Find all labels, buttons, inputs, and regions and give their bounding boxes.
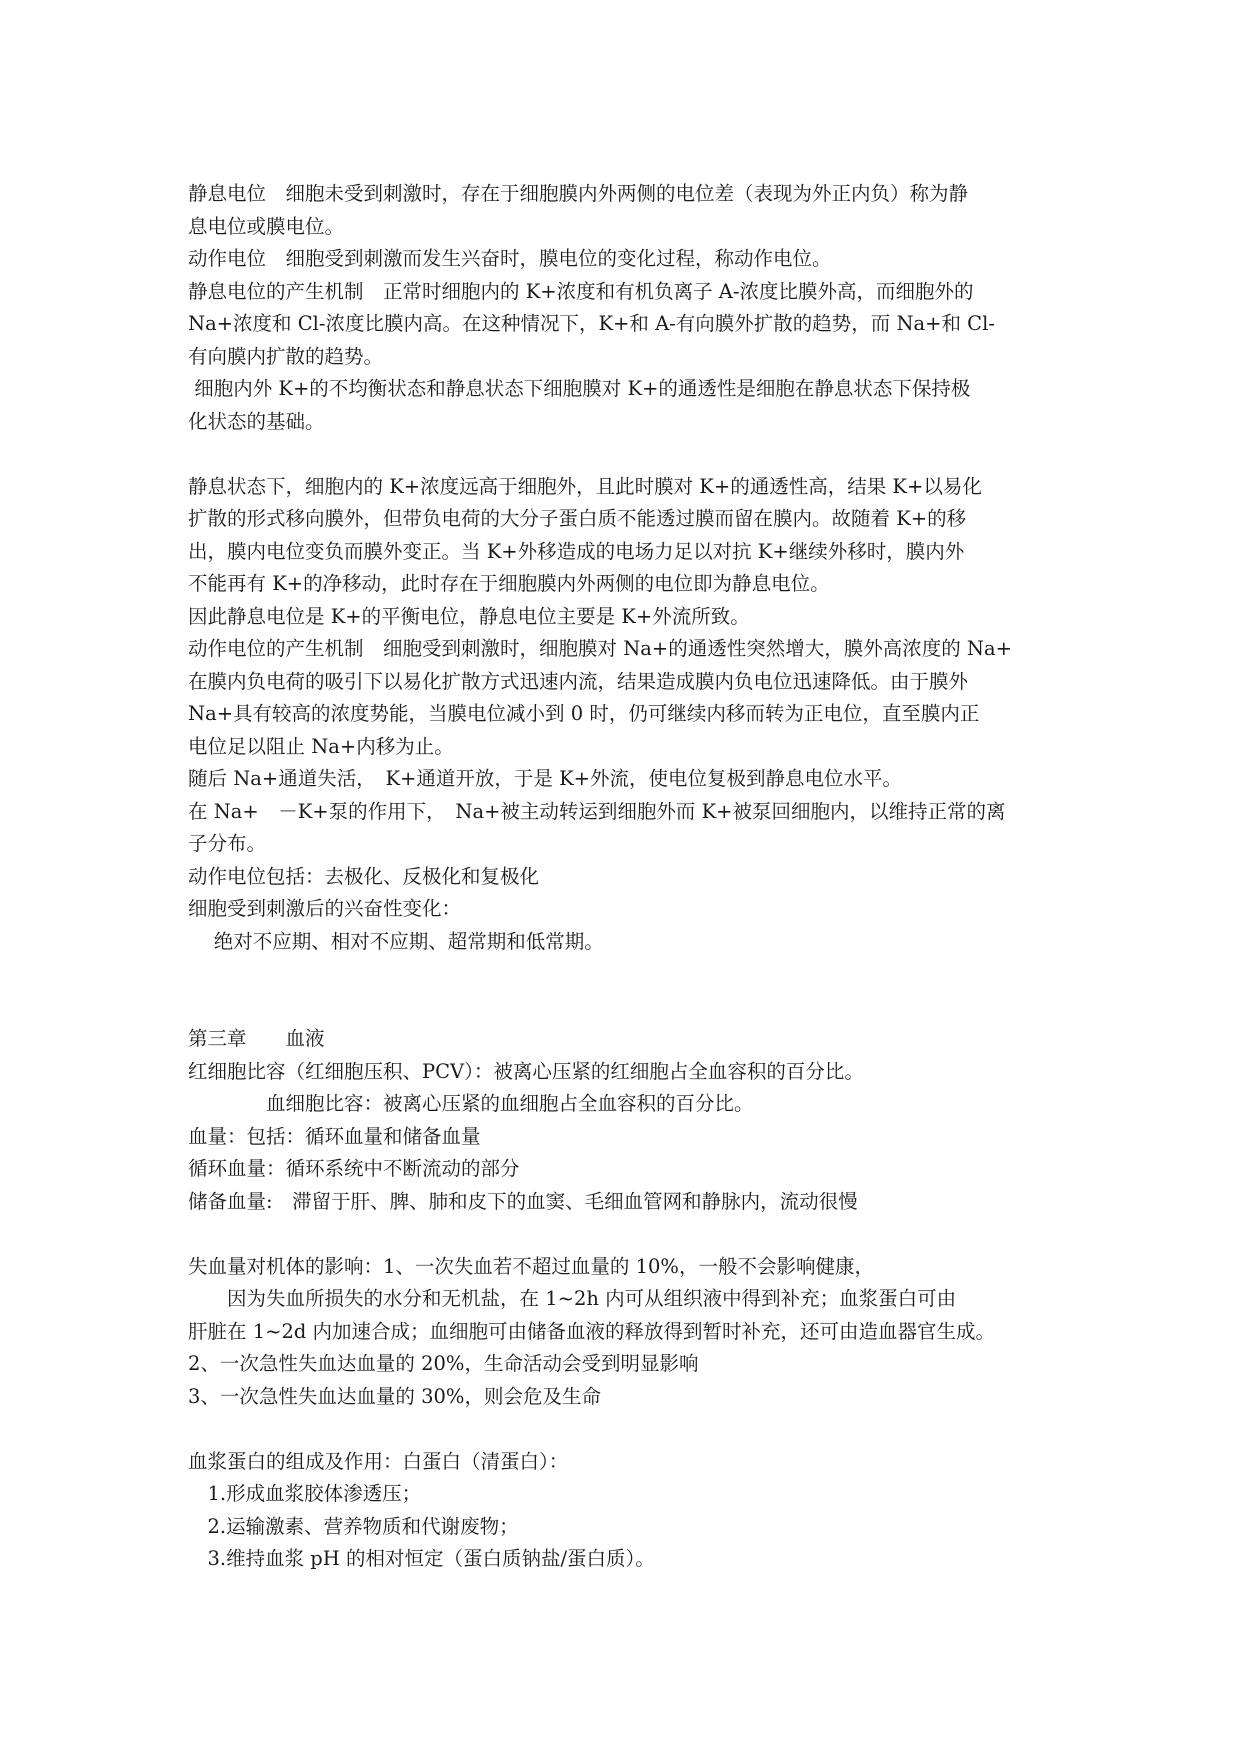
text-line: Na+浓度和 Cl-浓度比膜内高。在这种情况下，K+和 A-有向膜外扩散的趋势，而 Na+和 Cl- <box>188 312 995 335</box>
text-line: 子分布。 <box>188 832 267 855</box>
blank-line <box>188 438 1068 471</box>
text-line: 血浆蛋白的组成及作用：白蛋白（清蛋白）： <box>188 1449 569 1473</box>
text-line: 红细胞比容（红细胞压积、PCV）：被离心压紧的红细胞占全血容积的百分比。 <box>188 1059 864 1083</box>
blank-line <box>188 1413 1068 1446</box>
text-line: 因此静息电位是 K+的平衡电位，静息电位主要是 K+外流所致。 <box>188 604 750 628</box>
text-line: 肝脏在 1~2d 内加速合成；血细胞可由储备血液的释放得到暂时补充，还可由造血器官生成。 <box>188 1319 996 1343</box>
list-item: 2.运输激素、营养物质和代谢废物； <box>188 1514 519 1538</box>
text-line: 随后 Na+通道失活， K+通道开放，于是 K+外流，使电位复极到静息电位水平。 <box>188 767 902 790</box>
text-line: 动作电位的产生机制 细胞受到刺激时，细胞膜对 Na+的通透性突然增大，膜外高浓度的 Na+ <box>188 637 1012 660</box>
text-line: 循环血量：循环系统中不断流动的部分 <box>188 1157 520 1180</box>
text-line: 绝对不应期、相对不应期、超常期和低常期。 <box>188 929 604 953</box>
text-line: 在 Na+ －K+泵的作用下， Na+被主动转运到细胞外而 K+被泵回细胞内，以维持正常的离 <box>188 799 1006 823</box>
text-line: 电位足以阻止 Na+内移为止。 <box>188 734 454 758</box>
list-item: 3.维持血浆 pH 的相对恒定（蛋白质钠盐/蛋白质）。 <box>188 1547 655 1570</box>
text-line: 化状态的基础。 <box>188 409 325 433</box>
text-line: 静息状态下，细胞内的 K+浓度远高于细胞外，且此时膜对 K+的通透性高，结果 K+以易化 <box>188 474 982 498</box>
text-line: 细胞内外 K+的不均衡状态和静息状态下细胞膜对 K+的通透性是细胞在静息状态下保持极 <box>188 377 971 400</box>
text-line: 血细胞比容：被离心压紧的血细胞占全血容积的百分比。 <box>188 1092 754 1115</box>
blank-line <box>188 991 1068 1024</box>
text-line: 血量：包括：循环血量和储备血量 <box>188 1124 481 1148</box>
text-line: 2、一次急性失血达血量的 20%，生命活动会受到明显影响 <box>188 1352 699 1375</box>
blank-line <box>188 958 1068 991</box>
text-line: Na+具有较高的浓度势能，当膜电位减小到 0 时，仍可继续内移而转为正电位，直至膜内正 <box>188 702 980 725</box>
text-line: 出，膜内电位变负而膜外变正。当 K+外移造成的电场力足以对抗 K+继续外移时，膜内外 <box>188 539 965 563</box>
text-line: 静息电位 细胞未受到刺激时，存在于细胞膜内外两侧的电位差（表现为外正内负）称为静 <box>188 182 969 205</box>
text-line: 息电位或膜电位。 <box>188 214 345 238</box>
text-line: 动作电位 细胞受到刺激而发生兴奋时，膜电位的变化过程，称动作电位。 <box>188 247 832 270</box>
text-line: 静息电位的产生机制 正常时细胞内的 K+浓度和有机负离子 A-浓度比膜外高，而细胞外的 <box>188 279 974 303</box>
text-line: 失血量对机体的影响：1、一次失血若不超过血量的 10%，一般不会影响健康， <box>188 1254 874 1278</box>
text-line: 扩散的形式移向膜外，但带负电荷的大分子蛋白质不能透过膜而留在膜内。故随着 K+的移 <box>188 507 967 530</box>
list-item: 1.形成血浆胶体渗透压； <box>188 1482 422 1505</box>
text-line: 储备血量: 滞留于肝、脾、肺和皮下的血窦、毛细血管网和静脉内，流动很慢 <box>188 1189 858 1213</box>
text-line: 因为失血所损失的水分和无机盐，在 1~2h 内可从组织液中得到补充；血浆蛋白可由 <box>188 1287 957 1310</box>
text-line: 有向膜内扩散的趋势。 <box>188 344 384 368</box>
blank-line <box>188 1218 1068 1251</box>
text-line: 在膜内负电荷的吸引下以易化扩散方式迅速内流，结果造成膜内负电位迅速降低。由于膜外 <box>188 669 969 693</box>
text-line: 动作电位包括：去极化、反极化和复极化 <box>188 864 540 888</box>
document-body <box>188 178 1068 1576</box>
text-line: 不能再有 K+的净移动，此时存在于细胞膜内外两侧的电位即为静息电位。 <box>188 572 830 595</box>
text-line: 3、一次急性失血达血量的 30%，则会危及生命 <box>188 1384 601 1408</box>
text-line: 细胞受到刺激后的兴奋性变化： <box>188 897 462 920</box>
chapter-heading: 第三章 血液 <box>188 1027 325 1050</box>
